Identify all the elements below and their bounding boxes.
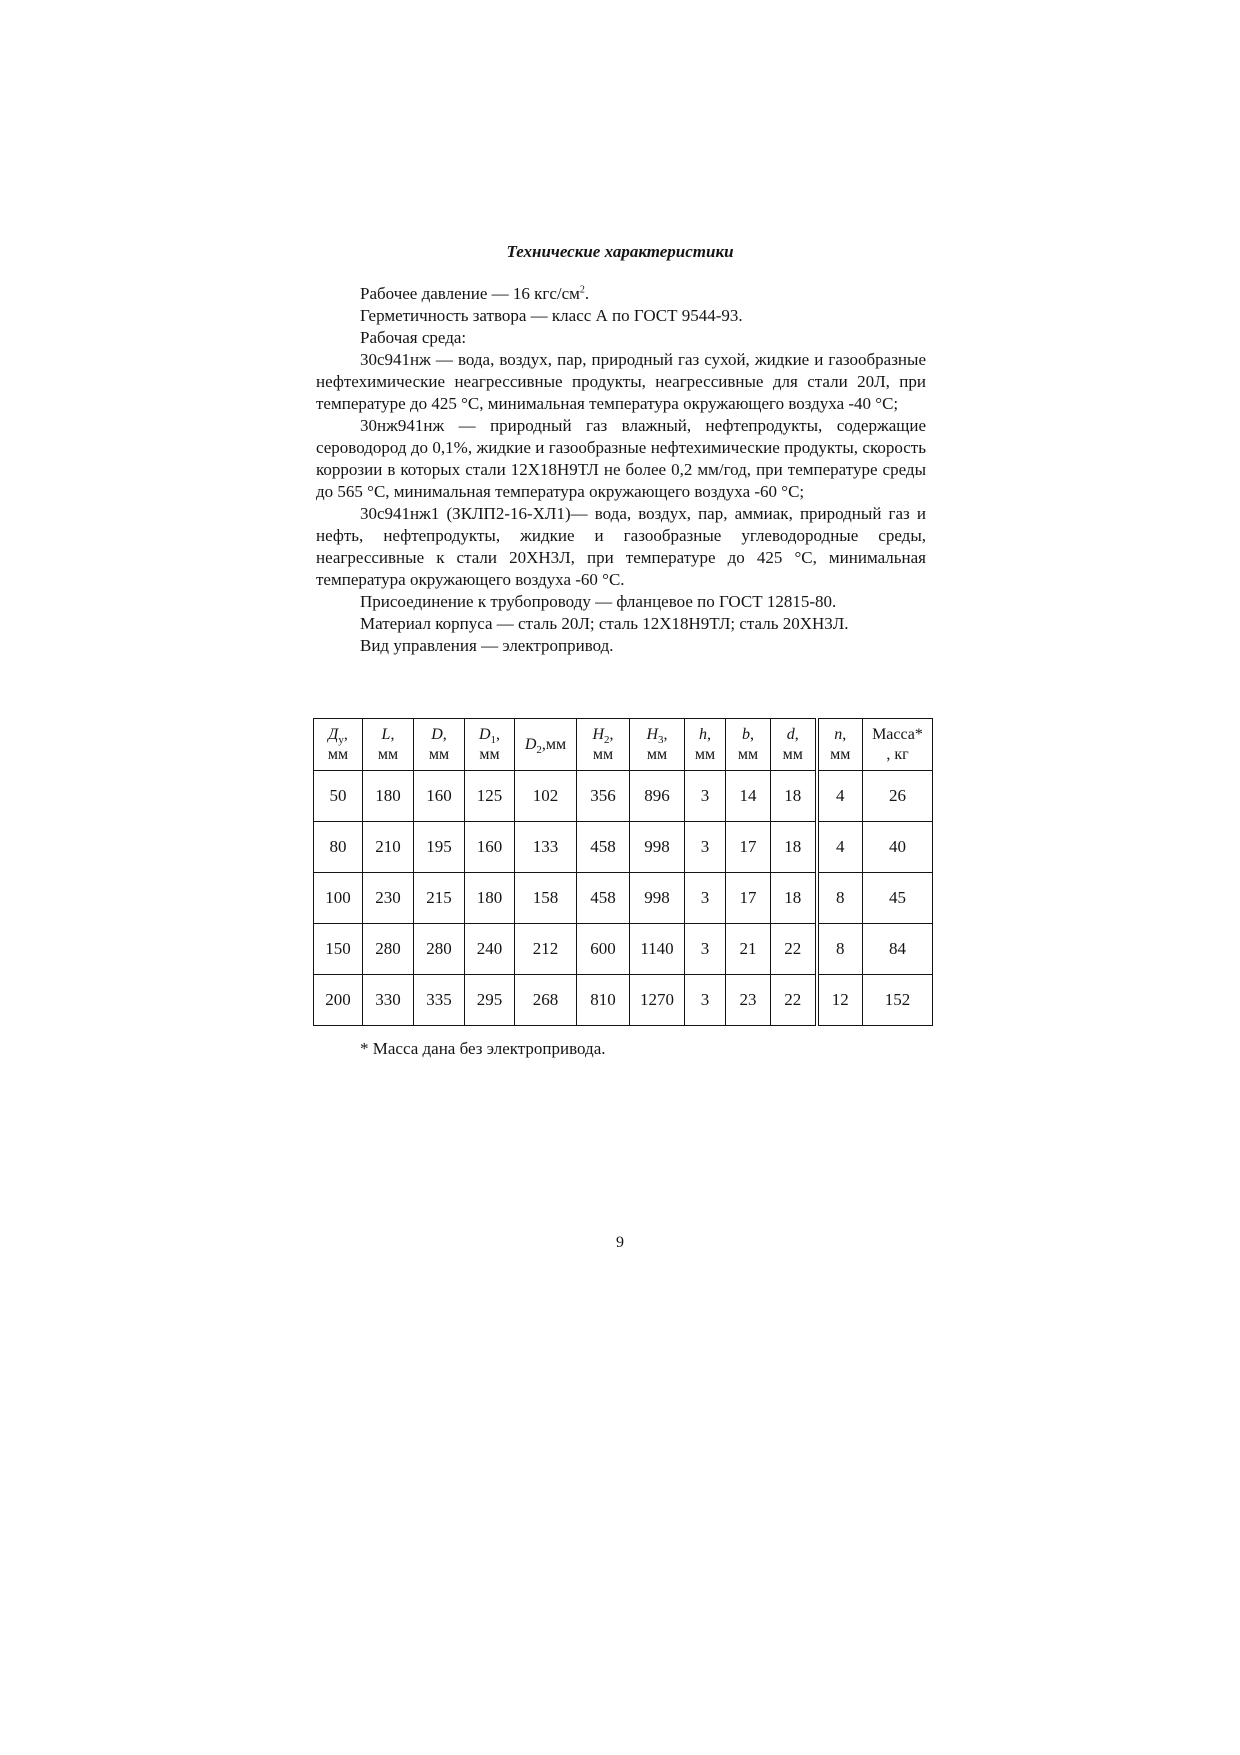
table-cell: 330	[363, 975, 414, 1026]
table-cell: 458	[577, 873, 630, 924]
pressure-superscript: 2	[579, 284, 585, 296]
table-cell: 998	[630, 873, 685, 924]
tightness-line: Герметичность затвора — класс А по ГОСТ 9544-93.	[360, 306, 743, 325]
table-cell: 230	[363, 873, 414, 924]
table-cell: 3	[685, 924, 726, 975]
table-cell: 17	[726, 873, 771, 924]
column-header: $Д_у$, мм	[314, 719, 363, 771]
pressure-line	[316, 283, 926, 305]
table-cell: 50	[314, 771, 363, 822]
table-cell: 180	[465, 873, 515, 924]
table-cell: 21	[726, 924, 771, 975]
table-cell: 280	[363, 924, 414, 975]
table-cell: 102	[515, 771, 577, 822]
variant-30nzh941nzh: 30нж941нж — природный газ влажный, нефтепродукты, содержащие сероводород до 0,1%, жидкие и газообразные нефтехимические продукты, скорость коррозии в которых стали 12Х18Н9ТЛ не более 0,2 мм/год, при температуре среды до 565 °С, минимальная температура окружающего воздуха -60 °С;	[316, 416, 926, 501]
table-cell: 23	[726, 975, 771, 1026]
table-cell: 158	[515, 873, 577, 924]
table-cell: 18	[771, 771, 817, 822]
table-cell: 3	[685, 771, 726, 822]
table-header-row	[314, 719, 933, 771]
table-cell: 152	[863, 975, 933, 1026]
medium-label: Рабочая среда:	[360, 328, 467, 347]
table-cell: 600	[577, 924, 630, 975]
column-header: Масса* , кг	[863, 719, 933, 771]
table-cell: 160	[414, 771, 465, 822]
connection-line: Присоединение к трубопроводу — фланцевое по ГОСТ 12815-80.	[360, 592, 837, 611]
table-cell: 22	[771, 924, 817, 975]
table-cell: 356	[577, 771, 630, 822]
table-cell: 810	[577, 975, 630, 1026]
variant-30s941nzh: 30с941нж — вода, воздух, пар, природный газ сухой, жидкие и газообразные нефтехимические неагрессивные продукты, неагрессивные для стали 20Л, при температуре до 425 °С, минимальная температура окружающего воздуха -40 °С;	[316, 350, 926, 413]
table-cell: 3	[685, 873, 726, 924]
spec-text	[316, 283, 926, 657]
footnote: * Масса дана без электропривода.	[360, 1039, 606, 1058]
table-row	[314, 771, 933, 822]
table-cell: 84	[863, 924, 933, 975]
table-cell: 4	[817, 822, 863, 873]
table-row	[314, 924, 933, 975]
table-cell: 18	[771, 873, 817, 924]
table-row	[314, 975, 933, 1026]
table-cell: 4	[817, 771, 863, 822]
table-cell: 40	[863, 822, 933, 873]
table-cell: 22	[771, 975, 817, 1026]
material-line: Материал корпуса — сталь 20Л; сталь 12Х18Н9ТЛ; сталь 20ХН3Л.	[360, 614, 849, 633]
page-number: 9	[616, 1234, 624, 1251]
table-cell: 100	[314, 873, 363, 924]
page-title: Технические характеристики	[506, 242, 734, 261]
table-cell: 200	[314, 975, 363, 1026]
pressure-end: .	[584, 284, 590, 303]
control-line: Вид управления — электропривод.	[360, 636, 614, 655]
column-header: $H_2$, мм	[577, 719, 630, 771]
column-header: $D_2,мм$	[515, 719, 577, 771]
dimensions-table	[313, 718, 933, 1026]
table-cell: 896	[630, 771, 685, 822]
table-cell: 268	[515, 975, 577, 1026]
table-row	[314, 822, 933, 873]
column-header: $D_1$, мм	[465, 719, 515, 771]
table-cell: 45	[863, 873, 933, 924]
table-cell: 280	[414, 924, 465, 975]
table-cell: 335	[414, 975, 465, 1026]
table-cell: 210	[363, 822, 414, 873]
table-cell: 14	[726, 771, 771, 822]
column-header: b, мм	[726, 719, 771, 771]
table-cell: 17	[726, 822, 771, 873]
table-cell: 8	[817, 924, 863, 975]
column-header: D, мм	[414, 719, 465, 771]
table-cell: 458	[577, 822, 630, 873]
column-header: L, мм	[363, 719, 414, 771]
table-cell: 150	[314, 924, 363, 975]
table-cell: 1140	[630, 924, 685, 975]
table-cell: 12	[817, 975, 863, 1026]
table-cell: 125	[465, 771, 515, 822]
table-cell: 212	[515, 924, 577, 975]
table-cell: 8	[817, 873, 863, 924]
table-cell: 295	[465, 975, 515, 1026]
column-header: d, мм	[771, 719, 817, 771]
table-cell: 80	[314, 822, 363, 873]
table-cell: 18	[771, 822, 817, 873]
table-cell: 180	[363, 771, 414, 822]
table-cell: 195	[414, 822, 465, 873]
table-cell: 1270	[630, 975, 685, 1026]
table-cell: 133	[515, 822, 577, 873]
table-cell: 160	[465, 822, 515, 873]
pressure-text: Рабочее давление — 16 кгс/см	[360, 284, 580, 303]
table-cell: 240	[465, 924, 515, 975]
table-cell: 3	[685, 822, 726, 873]
variant-30s941nzh1: 30с941нж1 (ЗКЛП2-16-ХЛ1)— вода, воздух, пар, аммиак, природный газ и нефть, нефтепродукты, жидкие и газообразные углеводородные среды, неагрессивные к стали 20ХН3Л, при температуре до 425 °С, минимальная температура окружающего воздуха -60 °С.	[316, 504, 926, 589]
table-cell: 3	[685, 975, 726, 1026]
table-body	[314, 771, 933, 1026]
table-row	[314, 873, 933, 924]
table-cell: 998	[630, 822, 685, 873]
column-header: h, мм	[685, 719, 726, 771]
column-header: n, мм	[817, 719, 863, 771]
table-cell: 26	[863, 771, 933, 822]
table-cell: 215	[414, 873, 465, 924]
column-header: $H_3$, мм	[630, 719, 685, 771]
